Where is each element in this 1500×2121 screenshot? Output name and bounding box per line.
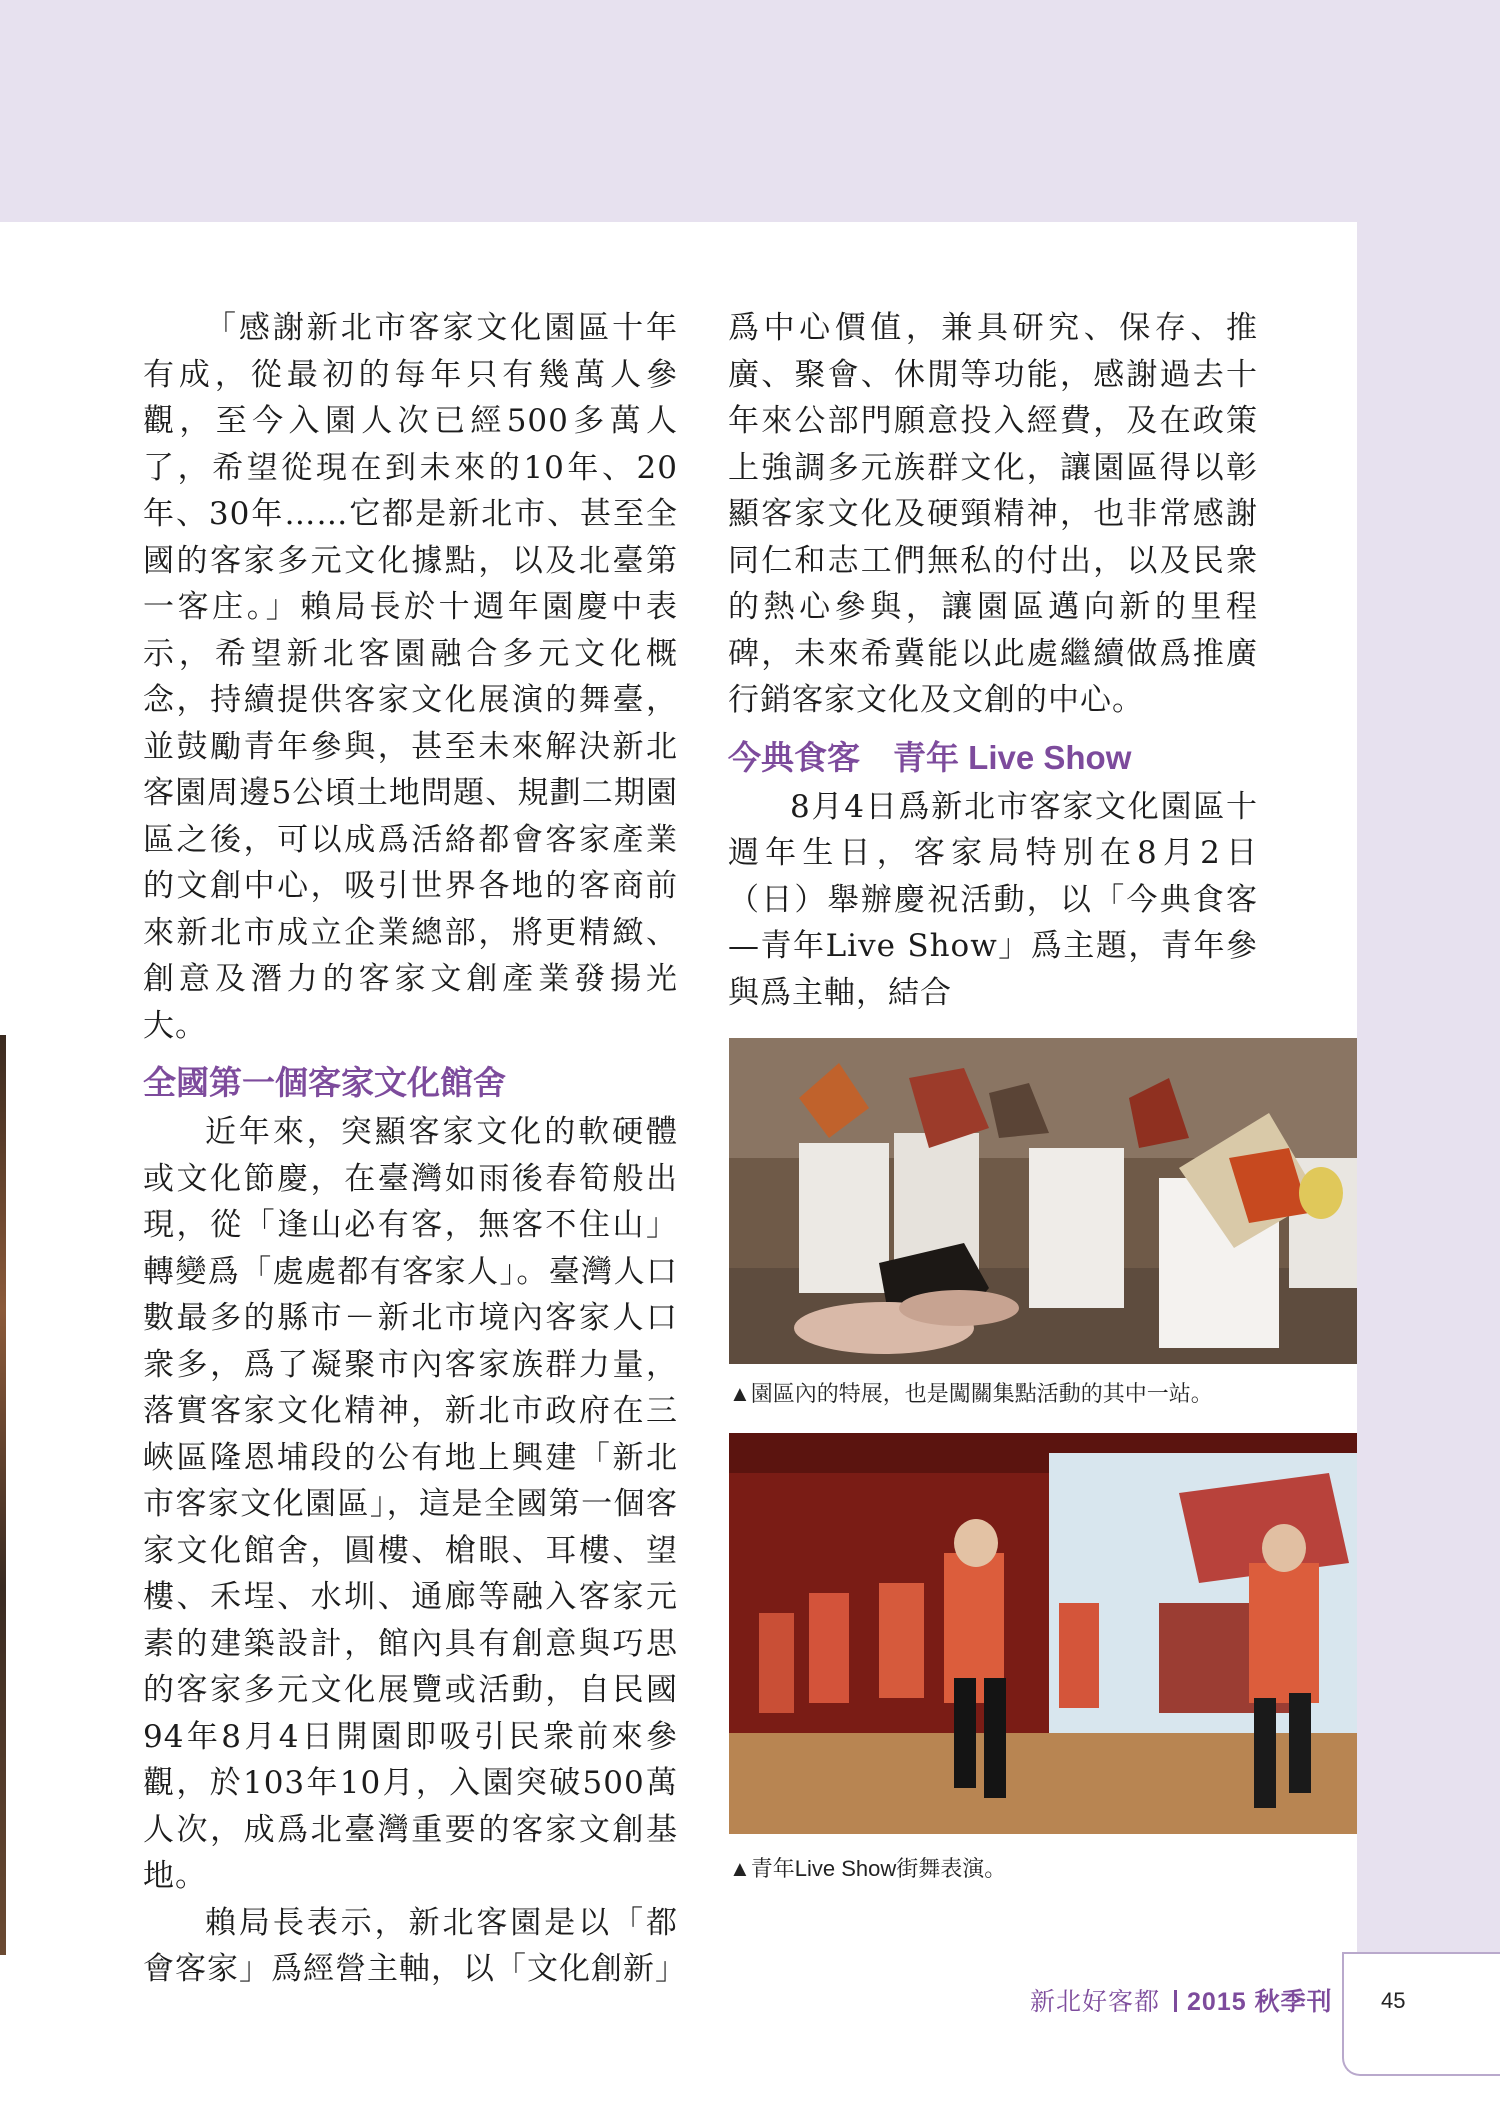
body-paragraph: 「感謝新北市客家文化園區十年有成，從最初的每年只有幾萬人參觀，至今入園人次已經500多萬人了，希望從現在到未來的10年、20年、30年……它都是新北市、甚至全國的客家多元文化據點，以及北臺第一客庄。」賴局長於十週年園慶中表示，希望新北客園融合多元文化概念，持續提供客家文化展演的舞臺，並鼓勵青年參與，甚至未來解決新北客園周邊5公頃土地問題、規劃二期園區之後，可以成爲活絡都會客家產業的文創中心，吸引世界各地的客商前來新北市成立企業總部，將更精緻、創意及潛力的客家文創產業發揚光大。 (143, 310, 678, 1044)
page-number-tab (1342, 1952, 1500, 2076)
footer-separator (1174, 1990, 1177, 2012)
photo-caption: ▲園區內的特展，也是闖關集點活動的其中一站。 (729, 1381, 1213, 1406)
running-footer (1030, 1982, 1333, 2018)
body-paragraph: 近年來，突顯客家文化的軟硬體或文化節慶，在臺灣如雨後春筍般出現，從「逢山必有客，無客不住山」轉變爲「處處都有客家人」。臺灣人口數最多的縣市－新北市境內客家人口衆多，爲了凝聚市內客家族群力量，落實客家文化精神，新北市政府在三峽區隆恩埔段的公有地上興建「新北市客家文化園區」，這是全國第一個客家文化館舍，圓樓、槍眼、耳樓、望樓、禾埕、水圳、通廊等融入客家元素的建築設計，館內具有創意與巧思的客家多元文化展覽或活動，自民國94年8月4日開園即吸引民衆前來參觀，於103年10月，入園突破500萬人次，成爲北臺灣重要的客家文創基地。 (143, 1114, 678, 1894)
dance-show-photo (729, 1433, 1357, 1834)
body-paragraph-continued: 爲中心價值，兼具研究、保存、推廣、聚會、休閒等功能，感謝過去十年來公部門願意投入經費，及在政策上強調多元族群文化，讓園區得以彰顯客家文化及硬頸精神，也非常感謝同仁和志工們無私的付出，以及民衆的熱心參與，讓園區邁向新的里程碑，未來希冀能以此處繼續做爲推廣行銷客家文化及文創的中心。 (728, 310, 1258, 718)
magazine-title: 新北好客都 (1030, 1988, 1161, 2016)
top-color-band (0, 0, 1500, 222)
section-heading: 全國第一個客家文化館舍 (143, 1064, 506, 1101)
body-paragraph: 賴局長表示，新北客園是以「都會客家」爲經營主軸，以「文化創新」 (143, 1904, 687, 1987)
left-edge-photo-strip (0, 1035, 6, 1955)
issue-label: 2015 秋季刊 (1187, 1988, 1333, 2016)
right-text-column (728, 305, 1258, 1016)
section-heading: 今典食客 青年 Live Show (728, 738, 1132, 776)
photo-caption: ▲青年Live Show街舞表演。 (729, 1856, 1007, 1881)
page-number: 45 (1381, 1988, 1406, 2013)
left-text-column (143, 305, 687, 1993)
right-color-band (1357, 222, 1500, 1952)
exhibition-photo (729, 1038, 1357, 1364)
body-paragraph: 8月4日爲新北市客家文化園區十週年生日，客家局特別在8月2日（日）舉辦慶祝活動，以「今典食客—青年Live Show」爲主題，青年參與爲主軸，結合 (728, 788, 1258, 1011)
